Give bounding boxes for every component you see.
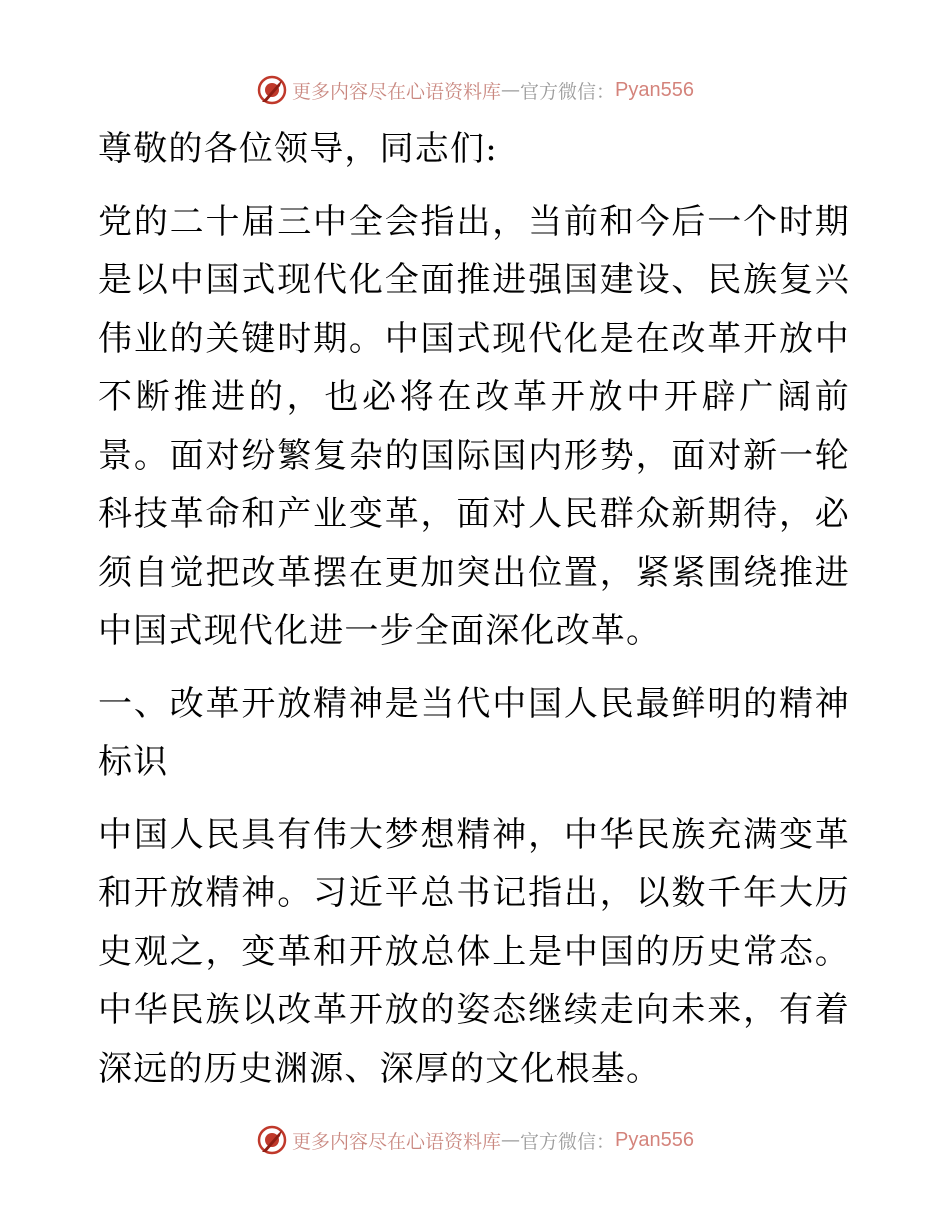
watermark-wechat-id: Pyan556 — [615, 78, 694, 101]
watermark-wechat-id: Pyan556 — [615, 1128, 694, 1151]
document-body — [98, 120, 850, 1098]
paragraph-intro: 党的二十届三中全会指出，当前和今后一个时期是以中国式现代化全面推进强国建设、民族复兴伟业的关键时期。中国式现代化是在改革开放中不断推进的，也必将在改革开放中开辟广阔前景。面对纷繁复杂的国际国内形势，面对新一轮科技革命和产业变革，面对人民群众新期待，必须自觉把改革摆在更加突出位置，紧紧围绕推进中国式现代化进一步全面深化改革。 — [98, 201, 850, 651]
section-heading-1: 一、改革开放精神是当代中国人民最鲜明的精神标识 — [98, 683, 850, 782]
footer-watermark — [0, 1120, 950, 1160]
watermark-site-text: 更多内容尽在心语资料库 — [292, 1130, 502, 1153]
paragraph-section-1: 中国人民具有伟大梦想精神，中华民族充满变革和开放精神。习近平总书记指出，以数千年大历史观之，变革和开放总体上是中国的历史常态。中华民族以改革开放的姿态继续走向未来，有着深远的历史渊源、深厚的文化根基。 — [98, 814, 850, 1089]
pen-logo-icon — [256, 74, 288, 106]
watermark-wechat-label: 官方微信： — [520, 1130, 616, 1153]
watermark-dash: — — [501, 79, 521, 101]
watermark-dash: — — [501, 1129, 521, 1151]
header-watermark — [0, 70, 950, 110]
pen-logo-icon — [256, 1124, 288, 1156]
greeting: 尊敬的各位领导，同志们: — [98, 129, 498, 169]
watermark-site-text: 更多内容尽在心语资料库 — [292, 80, 502, 103]
watermark-wechat-label: 官方微信： — [520, 80, 616, 103]
